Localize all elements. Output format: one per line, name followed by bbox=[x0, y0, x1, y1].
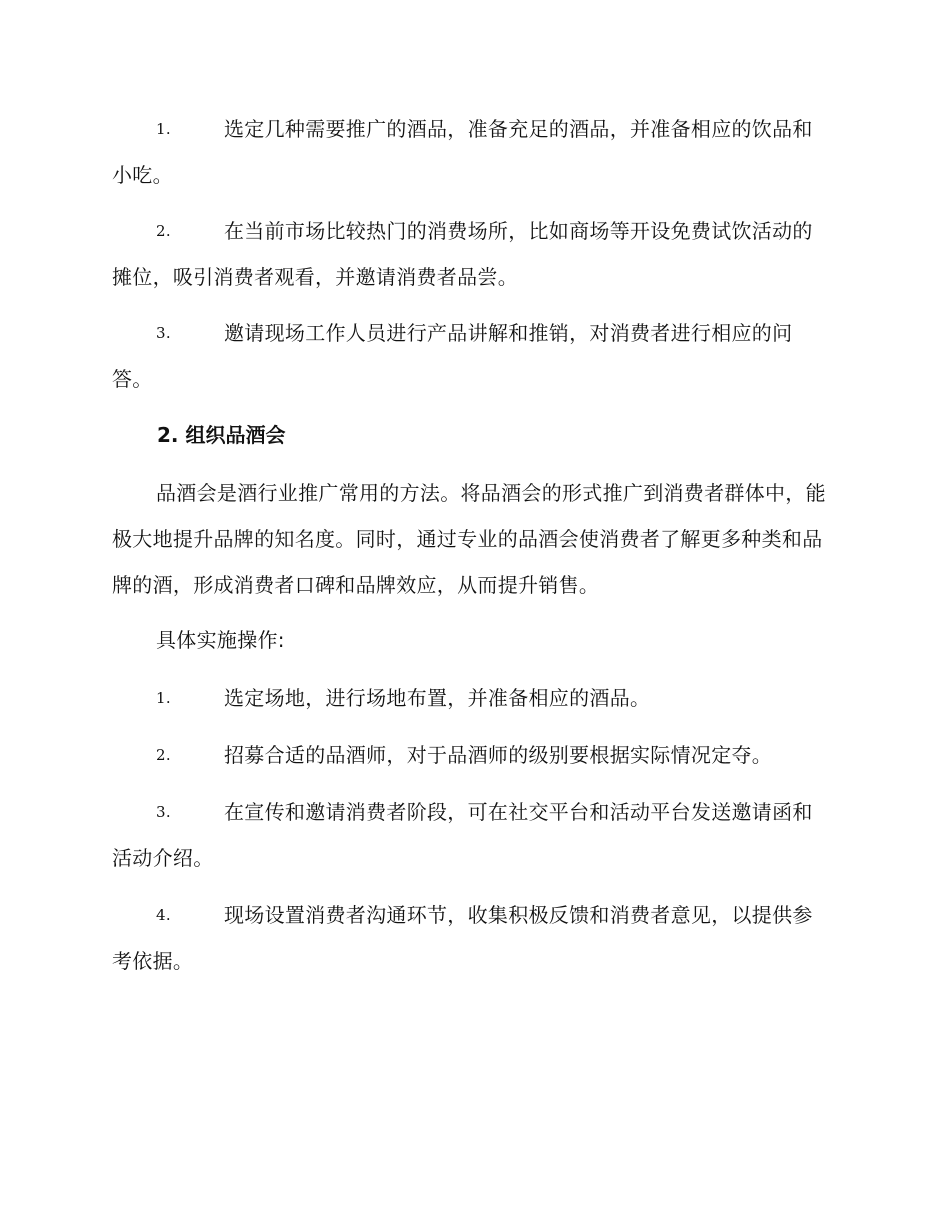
list-text: 在当前市场比较热门的消费场所，比如商场等开设免费试饮活动的摊位，吸引消费者观看，并邀请消费者品尝。 bbox=[112, 219, 813, 289]
list-item-1 bbox=[112, 675, 832, 721]
list-item-4 bbox=[112, 892, 832, 984]
list-number: 3. bbox=[156, 324, 171, 342]
list-number: 1. bbox=[156, 689, 171, 707]
list-text: 现场设置消费者沟通环节，收集积极反馈和消费者意见，以提供参考依据。 bbox=[112, 903, 813, 973]
list-item-1 bbox=[112, 106, 832, 198]
intro-paragraph: 品酒会是酒行业推广常用的方法。将品酒会的形式推广到消费者群体中，能极大地提升品牌的知名度。同时，通过专业的品酒会使消费者了解更多种类和品牌的酒，形成消费者口碑和品牌效应，从而提升销售。 bbox=[112, 481, 826, 597]
list-text: 招募合适的品酒师，对于品酒师的级别要根据实际情况定夺。 bbox=[224, 743, 773, 767]
list-item-2 bbox=[112, 208, 832, 300]
list-item-3 bbox=[112, 310, 832, 402]
list-text: 邀请现场工作人员进行产品讲解和推销，对消费者进行相应的问答。 bbox=[112, 321, 793, 391]
list-item-3 bbox=[112, 789, 832, 881]
list-number: 2. bbox=[156, 746, 171, 764]
list-item-2 bbox=[112, 732, 832, 778]
list-number: 4. bbox=[156, 906, 171, 924]
list-text: 选定场地，进行场地布置，并准备相应的酒品。 bbox=[224, 686, 651, 710]
operations-label: 具体实施操作: bbox=[156, 628, 285, 652]
list-number: 2. bbox=[156, 222, 171, 240]
section-heading: 2. 组织品酒会 bbox=[157, 423, 286, 447]
list-text: 选定几种需要推广的酒品，准备充足的酒品，并准备相应的饮品和小吃。 bbox=[112, 117, 813, 187]
list-text: 在宣传和邀请消费者阶段，可在社交平台和活动平台发送邀请函和活动介绍。 bbox=[112, 800, 813, 870]
list-number: 3. bbox=[156, 803, 171, 821]
list-number: 1. bbox=[156, 120, 171, 138]
